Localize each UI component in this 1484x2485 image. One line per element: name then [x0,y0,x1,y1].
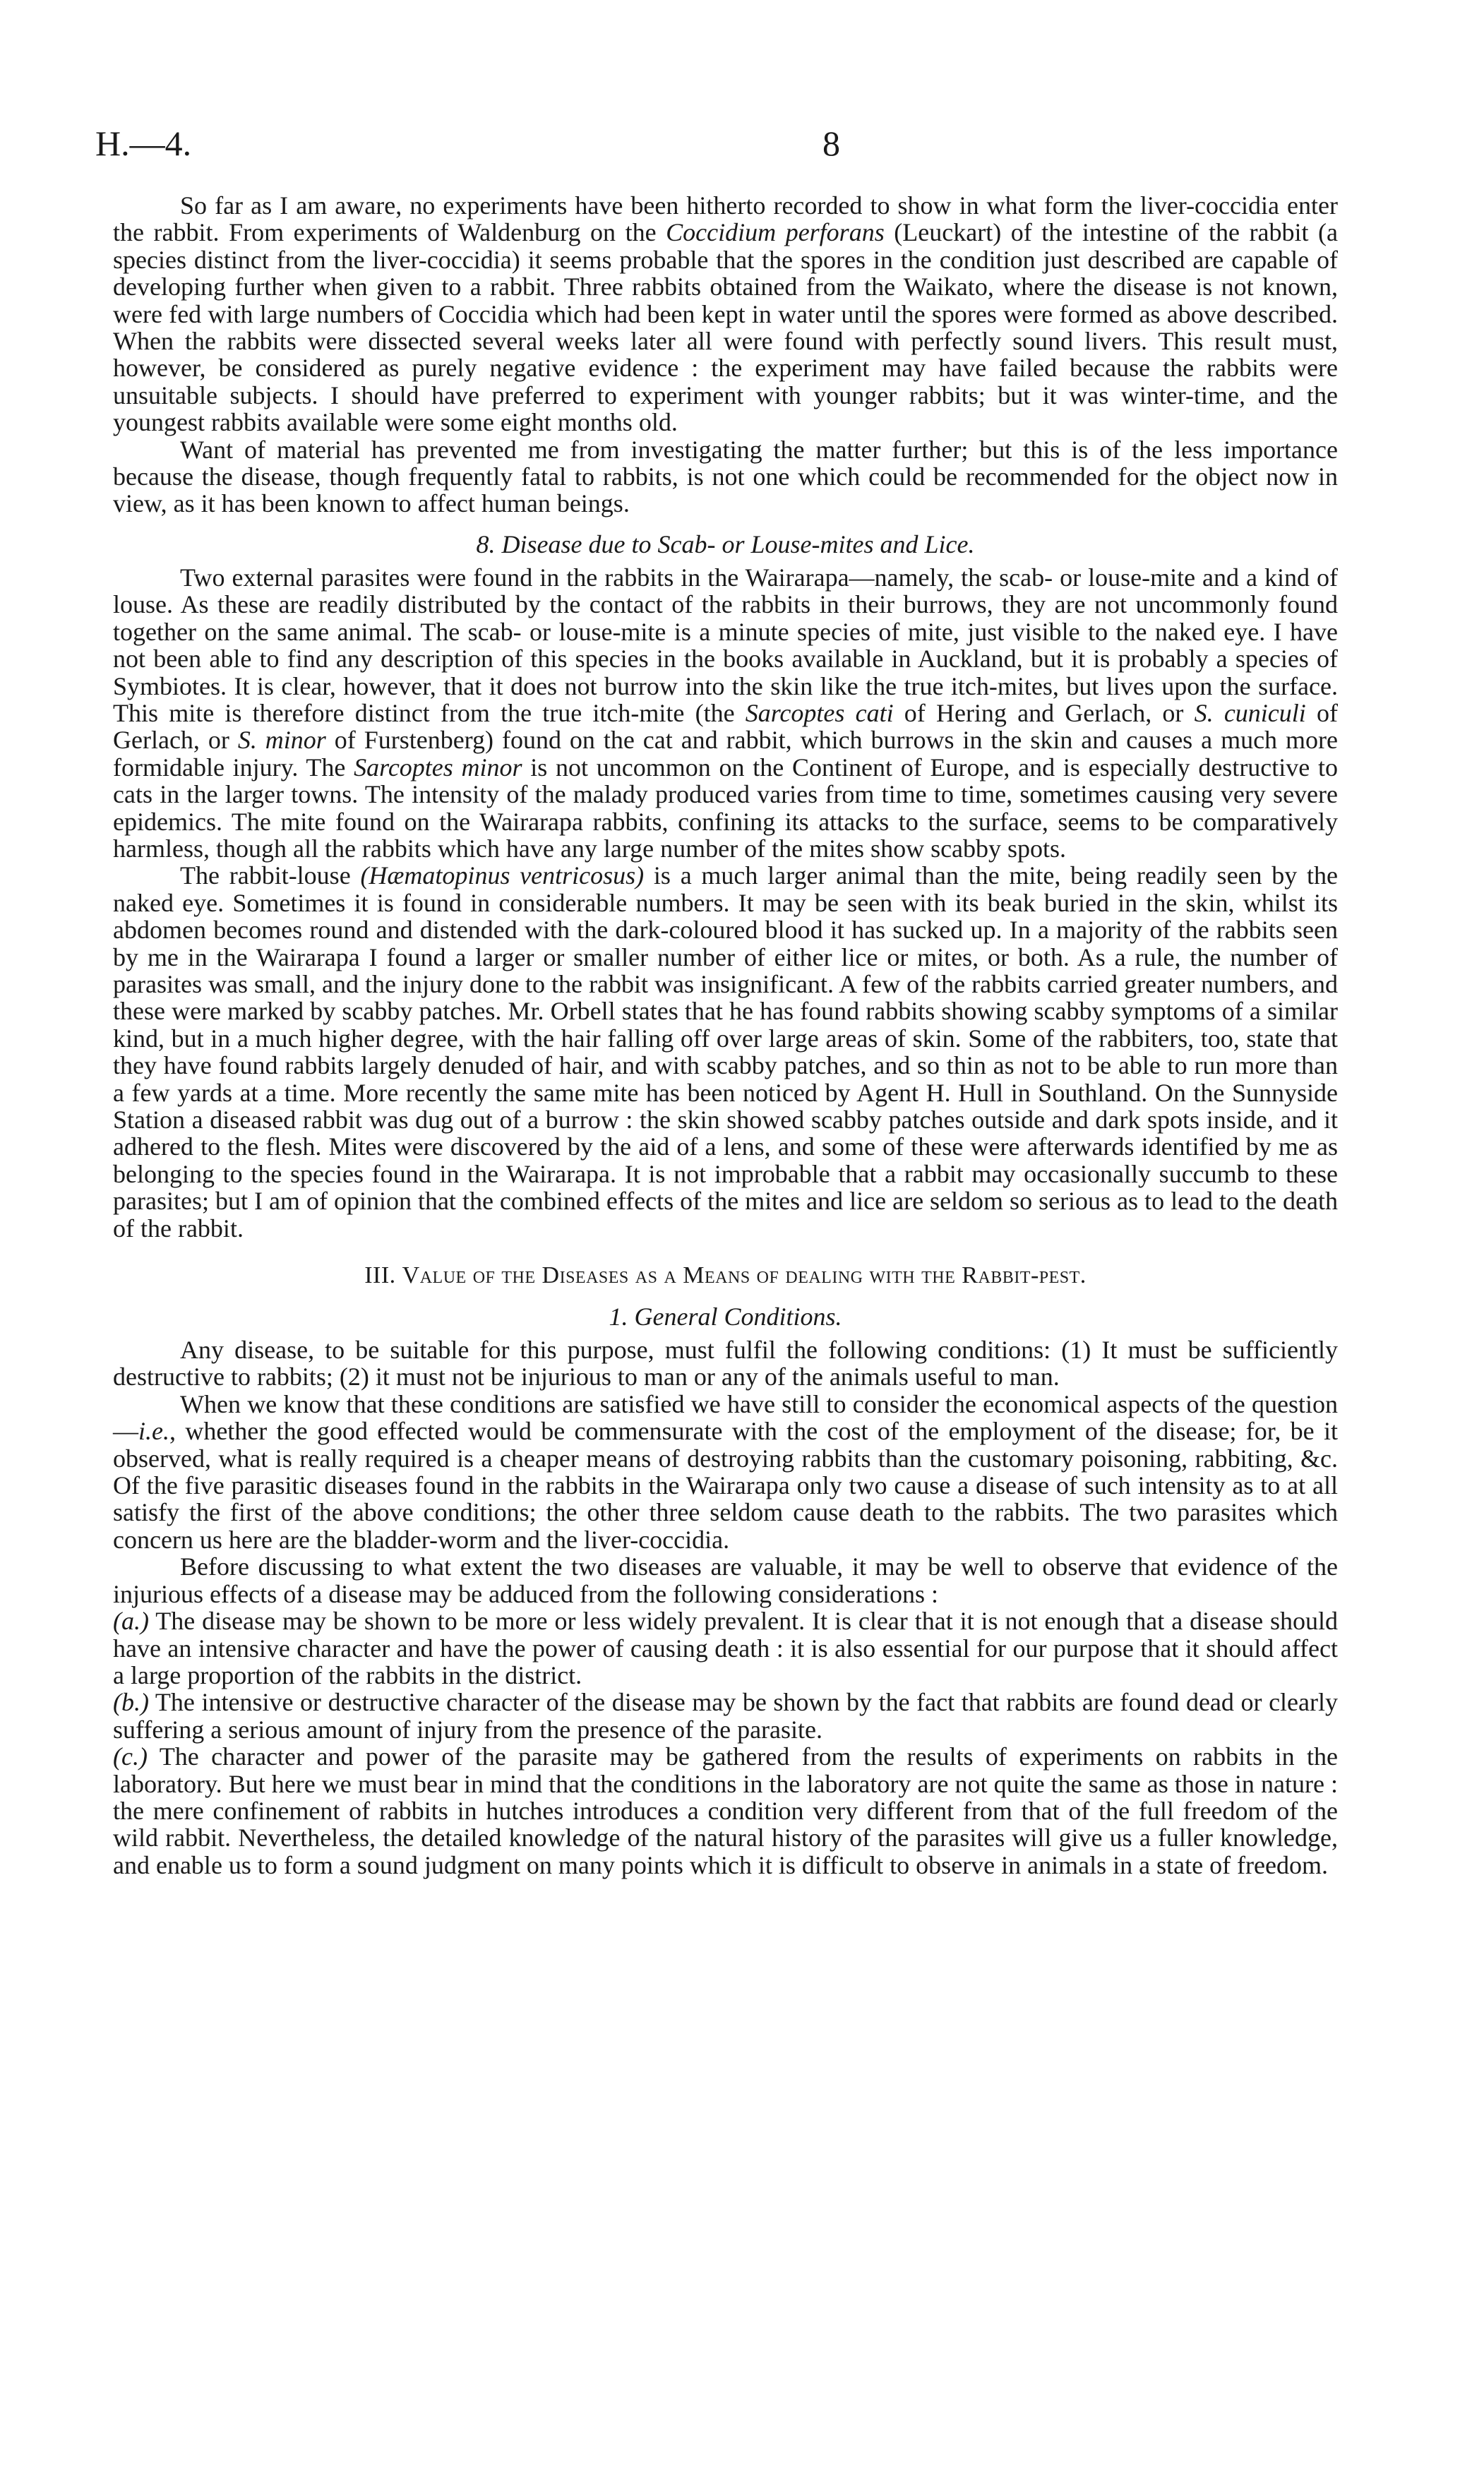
list-item-b: (b.) The intensive or destructive character of the disease may be shown by the fact that rabbits are found dead or clearly suffering a serious amount of injury from the presence of the parasite. [113,1688,1338,1744]
paragraph-evidence-intro: Before discussing to what extent the two diseases are valuable, it may be well to observe that evidence of the injurious effects of a disease may be adduced from the following considerations : [113,1552,1338,1608]
list-item-a: (a.) The disease may be shown to be more or less widely prevalent. It is clear that it is not enough that a disease should have an intensive character and have the power of causing death : it is also essential for our purpose that it should affect a large proportion of the rabbits in the district. [113,1607,1338,1689]
paragraph-economical-aspects: When we know that these conditions are satisfied we have still to consider the economical aspects of the question—i.e., whether the good effected would be commensurate with the cost of the employment of the disease; for, be it observed, what is really required is a cheaper means of destroying rabbits than the customary poisoning, rabbiting, &c. Of the five parasitic diseases found in the rabbits in the Wairarapa only two cause a disease of such intensity as to at all satisfy the first of the above conditions; the other three seldom cause death to the rabbits. The two parasites which concern us here are the bladder-worm and the liver-coccidia. [113,1389,1338,1554]
list-item-c: (c.) The character and power of the parasite may be gathered from the results of experiments on rabbits in the laboratory. But here we must bear in mind that the conditions in the laboratory are not quite the same as those in nature : the mere confinement of rabbits in hutches introduces a condition very different from that of the full freedom of the wild rabbit. Nevertheless, the detailed knowledge of the natural history of the parasites will give us a fuller knowledge, and enable us to form a sound judgment on many points which it is difficult to observe in animals in a state of freedom. [113,1742,1338,1879]
document-reference: H.—4. [95,124,192,163]
paragraph-conditions: Any disease, to be suitable for this purpose, must fulfil the following conditions: (1) It must be sufficiently destructive to rabbits; (2) it must not be injurious to man or any of the animals useful to man. [113,1336,1338,1391]
page-header [95,119,1387,168]
paragraph-coccidia-material: Want of material has prevented me from investigating the matter further; but this is of the less importance because the disease, though frequently fatal to rabbits, is not one which could be recommended for the object now in view, as it has been known to affect human beings. [113,435,1338,518]
paragraph-scab-mites: Two external parasites were found in the rabbits in the Wairarapa—namely, the scab- or louse-mite and a kind of louse. As these are readily distributed by the contact of the rabbits in their burrows, they are not uncommonly found together on the same animal. The scab- or louse-mite is a minute species of mite, just visible to the naked eye. I have not been able to find any description of this species in the books available in Auckland, but it is probably a species of Symbiotes. It is clear, however, that it does not burrow into the skin like the true itch-mites, but lives upon the surface. This mite is therefore distinct from the true itch-mite (the Sarcoptes cati of Hering and Gerlach, or S. cuniculi of Gerlach, or S. minor of Furstenberg) found on the cat and rabbit, which burrows in the skin and causes a much more formidable injury. The Sarcoptes minor is not uncommon on the Continent of Europe, and is especially destructive to cats in the larger towns. The intensity of the malady produced varies from time to time, sometimes causing very severe epidemics. The mite found on the Wairarapa rabbits, confining its attacks to the surface, seems to be comparatively harmless, though all the rabbits which have any large number of the mites show scabby spots. [113,563,1339,863]
page-number: 8 [822,124,840,163]
section-heading-value-of-diseases: III. Value of the Diseases as a Means of dealing with the Rabbit-pest. [364,1262,1087,1289]
page-body [113,192,1338,1879]
paragraph-rabbit-louse: The rabbit-louse (Hæmatopinus ventricosus) is a much larger animal than the mite, being readily seen by the naked eye. Sometimes it is found in considerable numbers. It may be seen with its beak buried in the skin, whilst its abdomen becomes round and distended with the dark-coloured blood it has sucked up. In a majority of the rabbits seen by me in the Wairarapa I found a larger or smaller number of either lice or mites, or both. As a rule, the number of parasites was small, and the injury done to the rabbit was insignificant. A few of the rabbits carried greater numbers, and these were marked by scabby patches. Mr. Orbell states that he has found rabbits showing scabby symptoms of a similar kind, but in a much higher degree, with the hair falling off over large areas of skin. Some of the rabbiters, too, state that they have found rabbits largely denuded of hair, and with scabby patches, and so thin as not to be able to run more than a few yards at a time. More recently the same mite has been noticed by Agent H. Hull in Southland. On the Sunnyside Station a diseased rabbit was dug out of a burrow : the skin showed scabby patches outside and dark spots inside, and it adhered to the flesh. Mites were discovered by the aid of a lens, and some of these were afterwards identified by me as belonging to the species found in the Wairarapa. It is not improbable that a rabbit may occasionally succumb to these parasites; but I am of opinion that the combined effects of the mites and lice are seldom so serious as to lead to the death of the rabbit. [113,861,1339,1242]
paragraph-coccidia-experiments: So far as I am aware, no experiments have been hitherto recorded to show in what form the liver-coccidia enter the rabbit. From experiments of Waldenburg on the Coccidium perforans (Leuckart) of the intestine of the rabbit (a species distinct from the liver-coccidia) it seems probable that the spores in the condition just described are capable of developing further when given to a rabbit. Three rabbits obtained from the Waikato, where the disease is not known, were fed with large numbers of Coccidia which had been kept in water until the spores were formed as above described. When the rabbits were dissected several weeks later all were found with perfectly sound livers. This result must, however, be considered as purely negative evidence : the experiment may have failed because the rabbits were unsuitable subjects. I should have preferred to experiment with younger rabbits; but it was winter-time, and the youngest rabbits available were some eight months old. [113,191,1338,437]
subsection-heading-general-conditions: 1. General Conditions. [609,1303,842,1331]
section-heading-scab-mites: 8. Disease due to Scab- or Louse-mites and Lice. [476,529,975,558]
